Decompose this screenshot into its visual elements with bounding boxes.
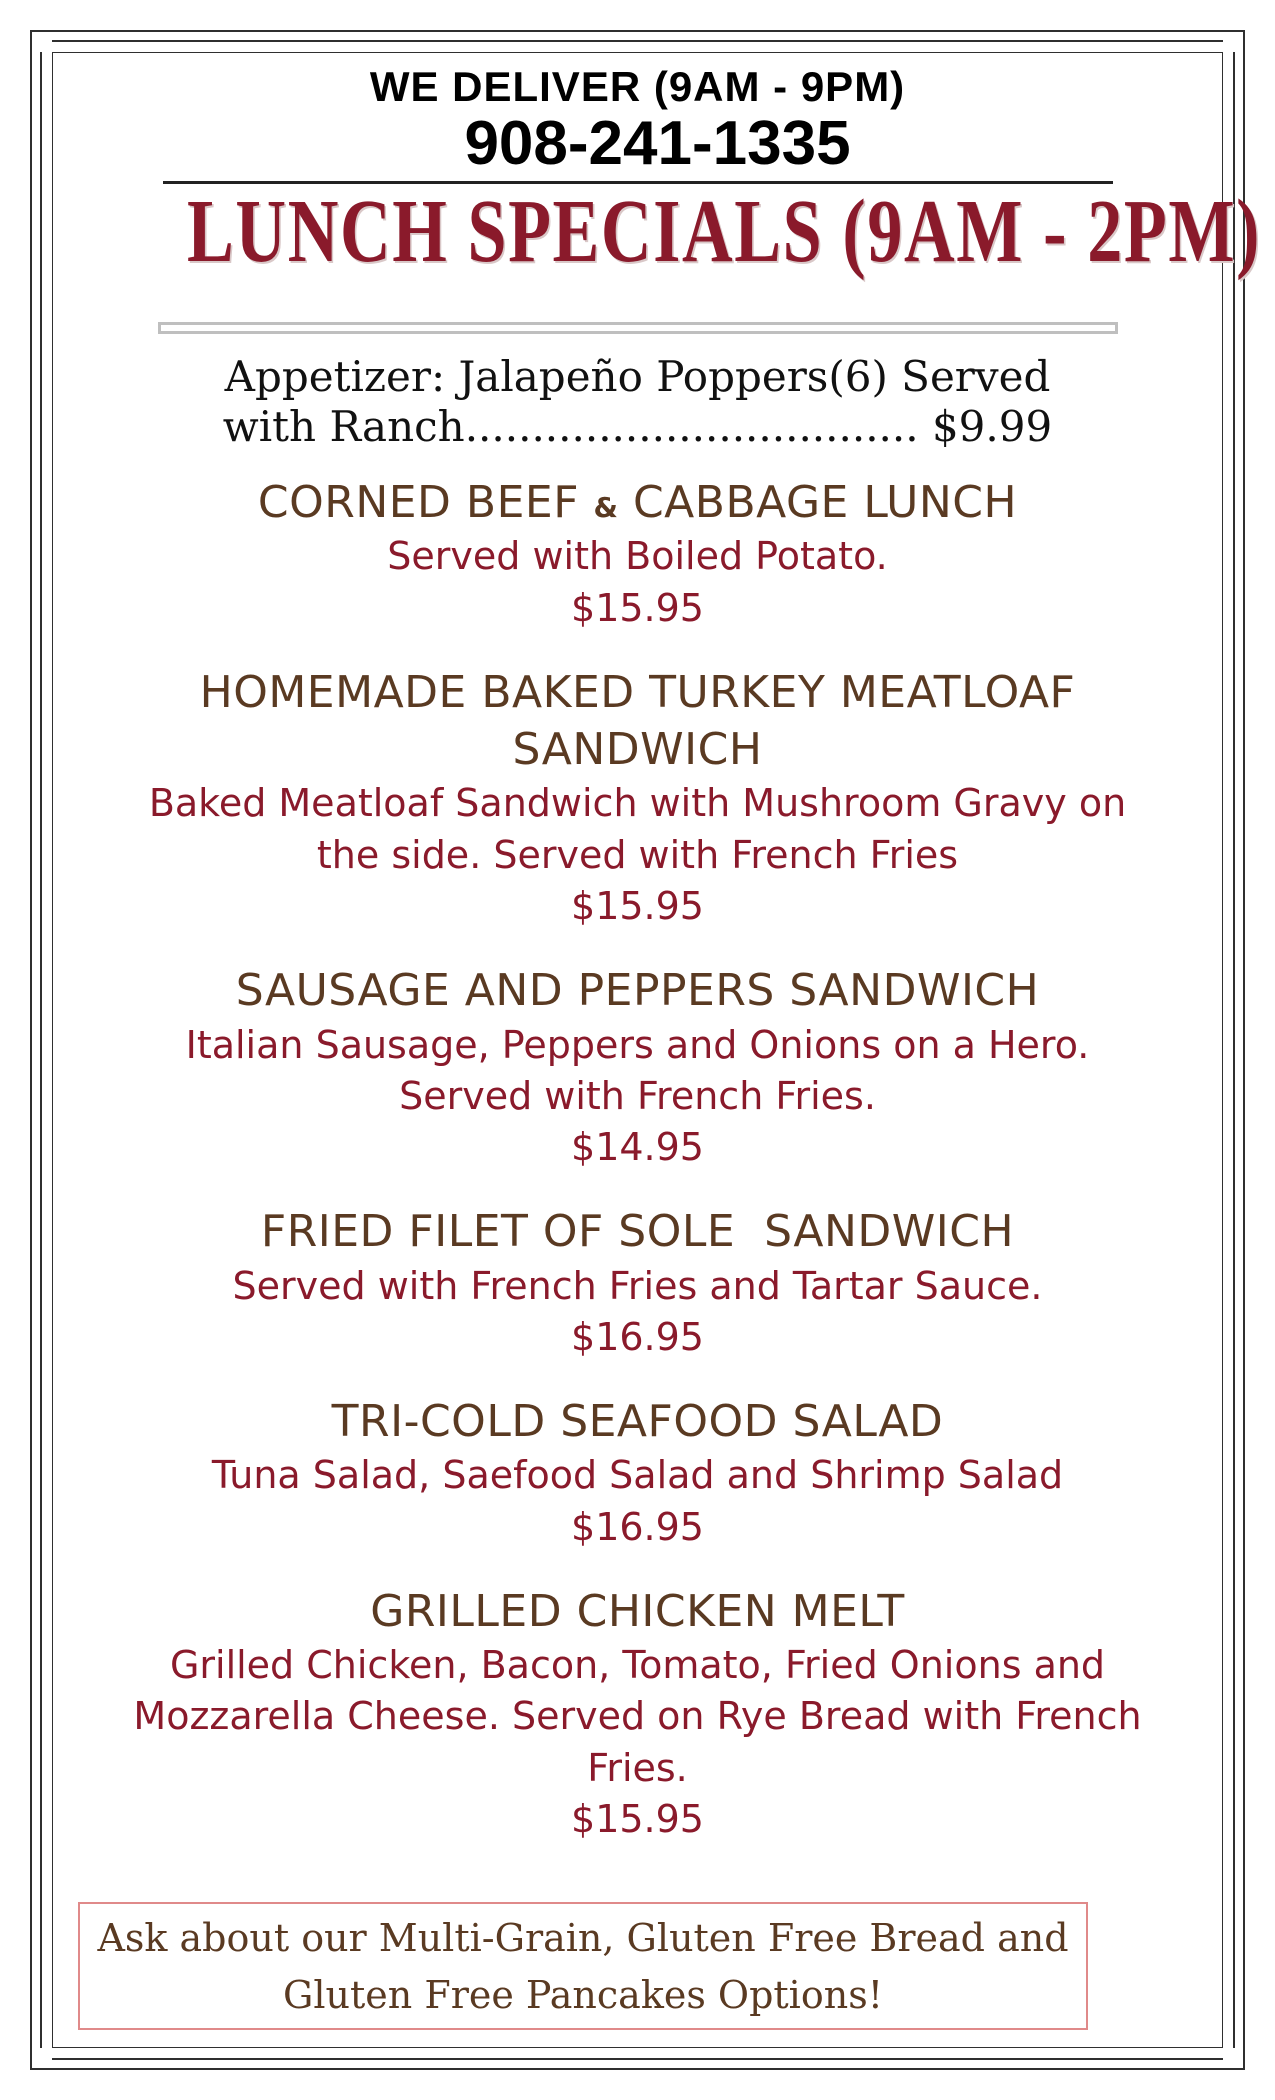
item-price: $16.95 <box>571 1504 704 1549</box>
corner-notch-bottom-left <box>30 2048 52 2070</box>
ampersand: & <box>593 491 619 525</box>
note-line-1: Ask about our Multi-Grain, Gluten Free Bread and <box>97 1916 1069 1960</box>
item-description: Served with French Fries and Tartar Sauce. <box>232 1263 1043 1308</box>
corner-notch-top-right <box>1223 30 1245 52</box>
item-description: Baked Meatloaf Sandwich with Mushroom Gravy on the side. Served with French Fries <box>148 781 1127 877</box>
item-name-part: CABBAGE LUNCH <box>632 477 1018 529</box>
appetizer <box>188 352 1088 453</box>
item-name: FRIED FILET OF SOLE SANDWICH <box>260 1206 1015 1258</box>
appetizer-line-1: Appetizer: Jalapeño Poppers(6) Served <box>224 351 1051 401</box>
item-price: $15.95 <box>571 585 704 630</box>
delivery-hours: WE DELIVER (9AM - 9PM) <box>369 63 906 110</box>
menu-item <box>60 962 1215 1173</box>
menu-item <box>60 664 1215 932</box>
menu-item <box>60 1583 1215 1845</box>
appetizer-line-2: with Ranch.................................. $9.99 <box>222 401 1053 451</box>
item-name: TRI-COLD SEAFOOD SALAD <box>331 1396 944 1448</box>
item-name-part: CORNED BEEF <box>257 477 580 529</box>
corner-notch-top-left <box>30 30 52 52</box>
menu-item <box>60 1203 1215 1363</box>
title-divider <box>158 322 1118 334</box>
item-price: $15.95 <box>571 884 704 929</box>
corner-notch-bottom-right <box>1223 2048 1245 2070</box>
gluten-free-note <box>78 1902 1088 2030</box>
item-description: Italian Sausage, Peppers and Onions on a Hero. Served with French Fries. <box>185 1022 1090 1118</box>
item-description: Grilled Chicken, Bacon, Tomato, Fried Onions and Mozzarella Cheese. Served on Rye Bread with French Fries. <box>133 1643 1142 1790</box>
note-line-2: Gluten Free Pancakes Options! <box>283 1973 883 2017</box>
item-name: GRILLED CHICKEN MELT <box>370 1585 905 1637</box>
item-description: Tuna Salad, Saefood Salad and Shrimp Salad <box>211 1453 1064 1498</box>
item-price: $14.95 <box>571 1125 704 1170</box>
menu-content <box>60 55 1262 1845</box>
item-price: $16.95 <box>571 1314 704 1359</box>
item-description: Served with Boiled Potato. <box>387 534 888 579</box>
page-title: LUNCH SPECIALS (9AM - 2PM) <box>187 182 1262 281</box>
item-name: HOMEMADE BAKED TURKEY MEATLOAF SANDWICH <box>199 667 1076 776</box>
item-name <box>60 474 1215 531</box>
menu-item <box>60 474 1215 634</box>
phone-number: 908-241-1335 <box>464 109 851 178</box>
item-price: $15.95 <box>571 1797 704 1842</box>
menu-item <box>60 1393 1215 1553</box>
item-name: SAUSAGE AND PEPPERS SANDWICH <box>235 965 1040 1017</box>
